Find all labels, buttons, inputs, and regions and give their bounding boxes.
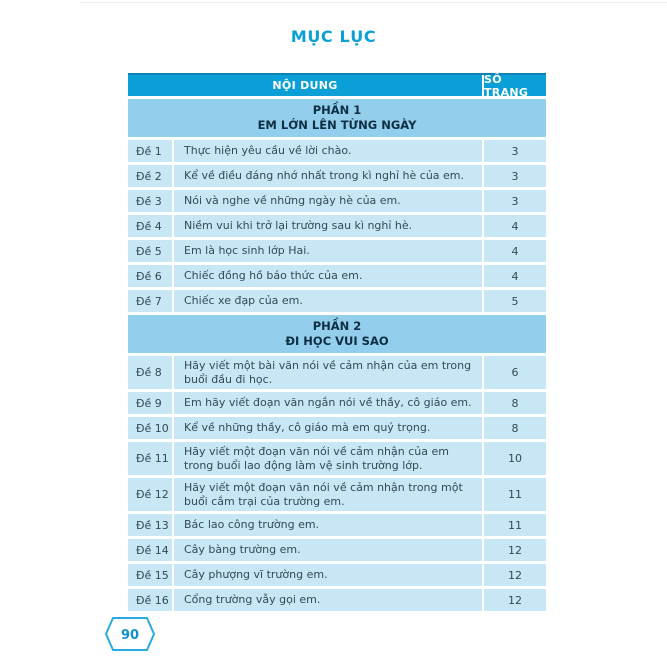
row-content: Nói và nghe về những ngày hè của em.	[174, 190, 482, 212]
table-row	[128, 564, 546, 586]
table-row	[128, 265, 546, 287]
page-number: 90	[120, 628, 140, 643]
row-label: Đề 11	[128, 442, 172, 475]
section-name-label: ĐI HỌC VUI SAO	[285, 334, 389, 348]
row-label: Đề 1	[128, 140, 172, 162]
row-page-number: 11	[484, 478, 546, 511]
row-label: Đề 10	[128, 417, 172, 439]
table-body	[128, 99, 546, 611]
row-label: Đề 16	[128, 589, 172, 611]
row-content: Thực hiện yêu cầu về lời chào.	[174, 140, 482, 162]
table-header-row	[128, 72, 546, 99]
row-content: Cây phượng vĩ trường em.	[174, 564, 482, 586]
row-label: Đề 7	[128, 290, 172, 312]
row-page-number: 4	[484, 265, 546, 287]
row-label: Đề 9	[128, 392, 172, 414]
row-page-number: 11	[484, 514, 546, 536]
table-row	[128, 240, 546, 262]
row-page-number: 10	[484, 442, 546, 475]
row-content: Hãy viết một bài văn nói về cảm nhận của em trong buổi đầu đi học.	[174, 356, 482, 389]
page-edge-line	[80, 2, 667, 3]
section-header	[128, 99, 546, 137]
row-content: Niềm vui khi trở lại trường sau kì nghỉ hè.	[174, 215, 482, 237]
row-content: Hãy viết một đoạn văn nói về cảm nhận của em trong buổi lao động làm vệ sinh trường lớp.	[174, 442, 482, 475]
row-page-number: 5	[484, 290, 546, 312]
row-label: Đề 8	[128, 356, 172, 389]
page-title: MỤC LỤC	[290, 27, 377, 46]
table-row	[128, 356, 546, 389]
row-page-number: 8	[484, 392, 546, 414]
table-row	[128, 442, 546, 475]
row-page-number: 12	[484, 589, 546, 611]
column-header-content: NỘI DUNG	[128, 75, 482, 96]
row-page-number: 8	[484, 417, 546, 439]
table-row	[128, 190, 546, 212]
row-content: Cây bàng trường em.	[174, 539, 482, 561]
table-row	[128, 514, 546, 536]
section-part-label: PHẦN 1	[312, 103, 362, 117]
row-page-number: 4	[484, 240, 546, 262]
hexagon-icon	[104, 616, 156, 652]
row-content: Chiếc đồng hồ báo thức của em.	[174, 265, 482, 287]
row-content: Chiếc xe đạp của em.	[174, 290, 482, 312]
table-row	[128, 165, 546, 187]
table-row	[128, 392, 546, 414]
section-header	[128, 315, 546, 353]
row-label: Đề 13	[128, 514, 172, 536]
section-part-label: PHẦN 2	[312, 319, 362, 333]
row-content: Hãy viết một đoạn văn nói về cảm nhận trong một buổi cắm trại của trường em.	[174, 478, 482, 511]
row-content: Em là học sinh lớp Hai.	[174, 240, 482, 262]
table-row	[128, 417, 546, 439]
row-label: Đề 6	[128, 265, 172, 287]
row-content: Kể về điều đáng nhớ nhất trong kì nghỉ hè của em.	[174, 165, 482, 187]
row-label: Đề 5	[128, 240, 172, 262]
row-content: Bác lao công trường em.	[174, 514, 482, 536]
table-row	[128, 290, 546, 312]
toc-table	[128, 73, 546, 611]
row-page-number: 3	[484, 190, 546, 212]
row-page-number: 4	[484, 215, 546, 237]
row-page-number: 3	[484, 165, 546, 187]
row-page-number: 6	[484, 356, 546, 389]
row-label: Đề 4	[128, 215, 172, 237]
row-label: Đề 2	[128, 165, 172, 187]
row-content: Kể về những thầy, cô giáo mà em quý trọng.	[174, 417, 482, 439]
table-row	[128, 589, 546, 611]
table-row	[128, 539, 546, 561]
row-label: Đề 14	[128, 539, 172, 561]
page-number-badge	[104, 616, 156, 652]
table-row	[128, 478, 546, 511]
row-label: Đề 15	[128, 564, 172, 586]
row-content: Em hãy viết đoạn văn ngắn nói về thầy, cô giáo em.	[174, 392, 482, 414]
row-page-number: 12	[484, 539, 546, 561]
row-page-number: 3	[484, 140, 546, 162]
row-label: Đề 3	[128, 190, 172, 212]
column-header-page: SỐ TRANG	[484, 75, 546, 96]
section-name-label: EM LỚN LÊN TỪNG NGÀY	[257, 118, 417, 132]
row-page-number: 12	[484, 564, 546, 586]
row-content: Cổng trường vẫy gọi em.	[174, 589, 482, 611]
table-row	[128, 215, 546, 237]
row-label: Đề 12	[128, 478, 172, 511]
table-row	[128, 140, 546, 162]
